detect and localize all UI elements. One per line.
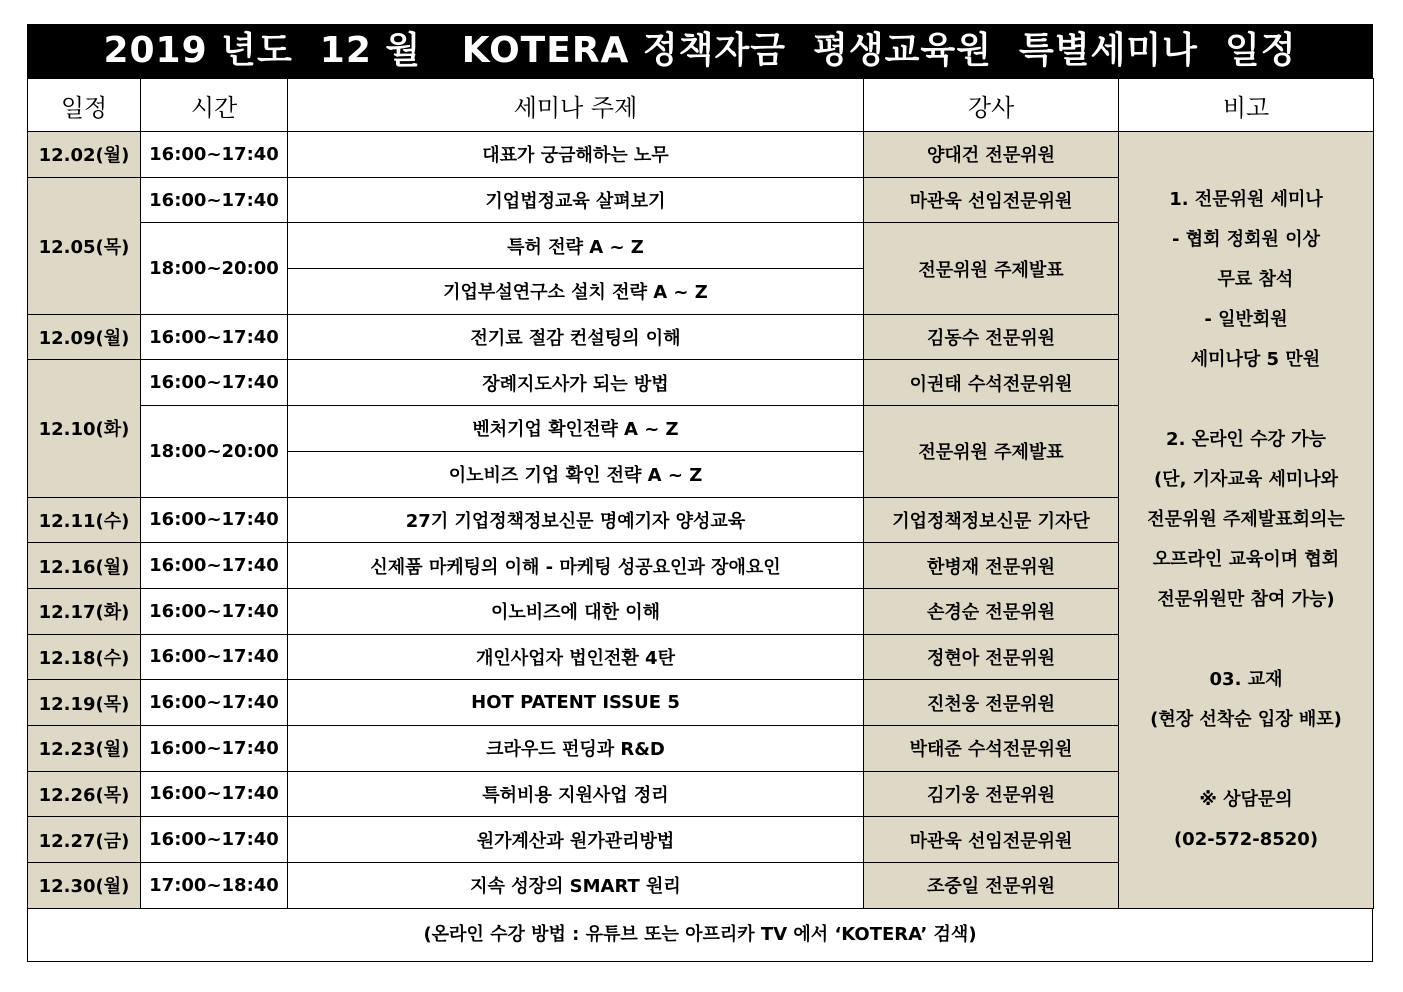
remarks-line: 2. 온라인 수강 가능 [1166, 428, 1326, 450]
time-cell: 16:00~17:40 [141, 497, 288, 543]
time-cell: 16:00~17:40 [141, 817, 288, 863]
topic-cell: 크라우드 펀딩과 R&D [288, 725, 864, 771]
time-cell: 17:00~18:40 [141, 863, 288, 909]
topic-cell: 원가계산과 원가관리방법 [288, 817, 864, 863]
speaker-cell: 기업정책정보신문 기자단 [864, 497, 1119, 543]
time-cell: 18:00~20:00 [141, 223, 288, 314]
speaker-cell: 한병재 전문위원 [864, 543, 1119, 589]
speaker-cell: 손경순 전문위원 [864, 588, 1119, 634]
header-time: 시간 [141, 79, 288, 132]
topic-cell: 이노비즈에 대한 이해 [288, 588, 864, 634]
speaker-cell: 정현아 전문위원 [864, 634, 1119, 680]
speaker-cell: 김동수 전문위원 [864, 314, 1119, 360]
date-cell: 12.30(월) [28, 863, 141, 909]
remarks-line: 전문위원 주제발표회의는 [1147, 508, 1345, 530]
remarks-line: 세미나당 5 만원 [1171, 348, 1321, 370]
table-row [28, 132, 1374, 178]
topic-cell: HOT PATENT ISSUE 5 [288, 680, 864, 726]
topic-cell: 기업법정교육 살펴보기 [288, 177, 864, 223]
date-cell: 12.10(화) [28, 360, 141, 497]
remarks-line: - 일반회원 [1204, 308, 1288, 330]
speaker-cell: 전문위원 주제발표 [864, 223, 1119, 314]
topic-cell: 대표가 궁금해하는 노무 [288, 132, 864, 178]
remarks-line: (단, 기자교육 세미나와 [1153, 468, 1339, 490]
remarks-line: (02-572-8520) [1173, 828, 1319, 850]
table-header-row [28, 79, 1374, 132]
remarks-line: ※ 상담문의 [1199, 788, 1293, 810]
time-cell: 16:00~17:40 [141, 634, 288, 680]
time-cell: 16:00~17:40 [141, 725, 288, 771]
date-cell: 12.09(월) [28, 314, 141, 360]
time-cell: 16:00~17:40 [141, 132, 288, 178]
header-topic: 세미나 주제 [288, 79, 864, 132]
remarks-line: 03. 교재 [1209, 668, 1283, 690]
topic-cell: 이노비즈 기업 확인 전략 A ~ Z [288, 451, 864, 497]
topic-cell: 전기료 절감 컨설팅의 이해 [288, 314, 864, 360]
topic-cell: 장례지도사가 되는 방법 [288, 360, 864, 406]
date-cell: 12.23(월) [28, 725, 141, 771]
date-cell: 12.02(월) [28, 132, 141, 178]
schedule-sheet [27, 24, 1373, 962]
time-cell: 16:00~17:40 [141, 771, 288, 817]
remarks-cell [1119, 132, 1374, 909]
remarks-line: (현장 선착순 입장 배포) [1150, 708, 1342, 730]
remarks-line: 무료 참석 [1198, 268, 1294, 290]
date-cell: 12.11(수) [28, 497, 141, 543]
remarks-line [1119, 380, 1373, 420]
topic-cell: 27기 기업정책정보신문 명예기자 양성교육 [288, 497, 864, 543]
speaker-cell: 이권태 수석전문위원 [864, 360, 1119, 406]
topic-cell: 신제품 마케팅의 이해 - 마케팅 성공요인과 장애요인 [288, 543, 864, 589]
time-cell: 16:00~17:40 [141, 314, 288, 360]
time-cell: 16:00~17:40 [141, 543, 288, 589]
speaker-cell: 박태준 수석전문위원 [864, 725, 1119, 771]
header-date: 일정 [28, 79, 141, 132]
speaker-cell: 진천웅 전문위원 [864, 680, 1119, 726]
date-cell: 12.05(목) [28, 177, 141, 314]
speaker-cell: 전문위원 주제발표 [864, 406, 1119, 497]
date-cell: 12.18(수) [28, 634, 141, 680]
header-speaker: 강사 [864, 79, 1119, 132]
online-guide-footer: (온라인 수강 방법 : 유튜브 또는 아프리카 TV 에서 ‘KOTERA’ 검색) [27, 909, 1373, 962]
remarks-line: - 협회 정회원 이상 [1172, 228, 1320, 250]
time-cell: 16:00~17:40 [141, 360, 288, 406]
time-cell: 16:00~17:40 [141, 680, 288, 726]
topic-cell: 특허 전략 A ~ Z [288, 223, 864, 269]
speaker-cell: 마관욱 선임전문위원 [864, 177, 1119, 223]
topic-cell: 특허비용 지원사업 정리 [288, 771, 864, 817]
topic-cell: 기업부설연구소 설치 전략 A ~ Z [288, 269, 864, 315]
date-cell: 12.16(월) [28, 543, 141, 589]
header-remarks: 비고 [1119, 79, 1374, 132]
date-cell: 12.19(목) [28, 680, 141, 726]
speaker-cell: 양대건 전문위원 [864, 132, 1119, 178]
time-cell: 16:00~17:40 [141, 588, 288, 634]
remarks-line: 전문위원만 참여 가능) [1157, 588, 1335, 610]
date-cell: 12.17(화) [28, 588, 141, 634]
time-cell: 16:00~17:40 [141, 177, 288, 223]
topic-cell: 지속 성장의 SMART 원리 [288, 863, 864, 909]
date-cell: 12.27(금) [28, 817, 141, 863]
date-cell: 12.26(목) [28, 771, 141, 817]
remarks-line [1119, 740, 1373, 780]
time-cell: 18:00~20:00 [141, 406, 288, 497]
topic-cell: 벤처기업 확인전략 A ~ Z [288, 406, 864, 452]
speaker-cell: 마관욱 선임전문위원 [864, 817, 1119, 863]
remarks-line: 오프라인 교육이며 협회 [1152, 548, 1340, 570]
speaker-cell: 김기웅 전문위원 [864, 771, 1119, 817]
page-title: 2019 년도 12 월 KOTERA 정책자금 평생교육원 특별세미나 일정 [27, 24, 1373, 78]
speaker-cell: 조중일 전문위원 [864, 863, 1119, 909]
schedule-table [27, 78, 1374, 909]
remarks-line [1119, 620, 1373, 660]
topic-cell: 개인사업자 법인전환 4탄 [288, 634, 864, 680]
remarks-line: 1. 전문위원 세미나 [1169, 188, 1323, 210]
